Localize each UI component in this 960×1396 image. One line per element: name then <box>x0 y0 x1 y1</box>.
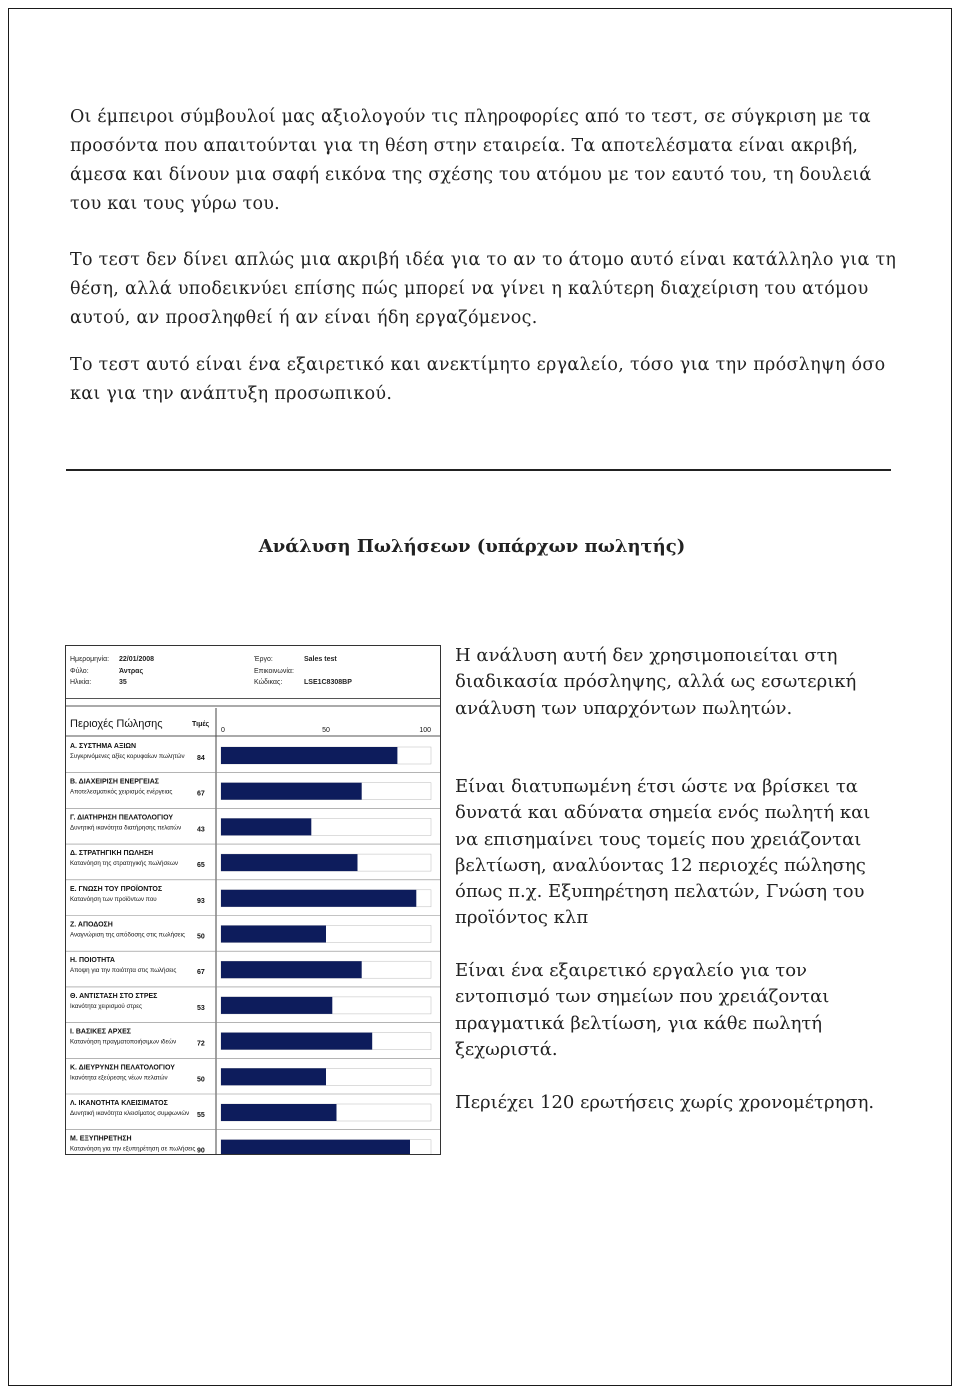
category-name: Ι. ΒΑΣΙΚΕΣ ΑΡΧΕΣ <box>70 1028 131 1036</box>
side-paragraph-4: Περιέχει 120 ερωτήσεις χωρίς χρονομέτρηση. <box>455 1092 875 1113</box>
sales-report-image <box>65 645 441 1155</box>
x-tick-label: 100 <box>419 727 431 734</box>
category-description: Συγκρινόμενες αξίες κορυφαίων πωλητών <box>70 753 185 760</box>
age-value: 35 <box>119 679 127 686</box>
category-name: Γ. ΔΙΑΤΗΡΗΣΗ ΠΕΛΑΤΟΛΟΓΙΟΥ <box>70 814 174 822</box>
category-description: Αποψη για την ποιότητα στις πωλήσεις <box>70 967 177 975</box>
bar <box>221 747 397 764</box>
category-value-label: 84 <box>197 755 205 762</box>
category-name: Β. ΔΙΑΧΕΙΡΙΣΗ ΕΝΕΡΓΕΙΑΣ <box>70 778 159 786</box>
category-value-label: 43 <box>197 826 205 834</box>
category-value-label: 72 <box>197 1040 205 1048</box>
chart-title: Περιοχές Πώλησης <box>70 718 163 730</box>
date-value: 22/01/2008 <box>119 656 155 663</box>
bar <box>221 961 362 978</box>
contact-label: Επικοινωνία: <box>254 668 294 675</box>
category-value-label: 50 <box>197 1076 205 1084</box>
category-value-label: 67 <box>197 969 205 977</box>
category-name: Η. ΠΟΙΟΤΗΤΑ <box>70 957 115 965</box>
category-value-label: 93 <box>197 897 205 905</box>
side-paragraph-2: Είναι διατυπωμένη έτσι ώστε να βρίσκει τα δυνατά και αδύνατα σημεία ενός πωλητή και να επισημαίνει τους τομείς που χρειάζονται βελτίωση, αναλύοντας 12 περιοχές πώλησης όπως π.χ. Εξυπηρέτηση πελατών, Γνώση του προϊόντος κλπ <box>455 776 871 929</box>
category-value-label: 50 <box>197 933 205 941</box>
category-name: Θ. ΑΝΤΙΣΤΑΣΗ ΣΤΟ ΣΤΡΕΣ <box>70 992 158 1000</box>
category-name: Α. ΣΥΣΤΗΜΑ ΑΞΙΩΝ <box>70 743 137 750</box>
date-label: Ημερομηνία: <box>70 656 110 663</box>
category-value-label: 90 <box>197 1147 205 1155</box>
intro-paragraph-2: Το τεστ δεν δίνει απλώς μια ακριβή ιδέα για το αν το άτομο αυτό είναι κατάλληλο για τη θέση, αλλά υποδεικνύει επίσης πώς μπορεί να γίνει η καλύτερη διαχείριση του ατόμου αυτού, αν προσληφθεί ή αν είναι ήδη εργαζόμενος. <box>70 250 897 328</box>
category-name: Λ. ΙΚΑΝΟΤΗΤΑ ΚΛΕΙΣΙΜΑΤΟΣ <box>70 1100 168 1107</box>
gender-label: Φύλο: <box>70 668 89 675</box>
category-name: Ε. ΓΝΩΣΗ ΤΟΥ ΠΡΟΪΟΝΤΟΣ <box>70 885 163 893</box>
bar <box>221 1033 372 1050</box>
sales-areas-chart <box>66 646 441 1155</box>
category-value-label: 53 <box>197 1004 205 1012</box>
bar <box>221 854 358 871</box>
category-description: Κατανόηση των προϊόντων που <box>70 895 157 903</box>
category-value-label: 67 <box>197 790 205 798</box>
category-description: Αποτελεσματικός χειρισμός ενέργειας <box>70 788 173 796</box>
code-label: Κώδικας: <box>254 679 283 686</box>
x-tick-label: 0 <box>221 727 225 734</box>
age-label: Ηλικία: <box>70 679 92 686</box>
project-label: Έργο: <box>254 656 273 663</box>
bar <box>221 1140 410 1155</box>
side-paragraph-1: Η ανάλυση αυτή δεν χρησιμοποιείται στη διαδικασία πρόσληψης, αλλά ως εσωτερική ανάλυση των υπαρχόντων πωλητών. <box>455 645 857 719</box>
intro-paragraph-3: Το τεστ αυτό είναι ένα εξαιρετικό και ανεκτίμητο εργαλείο, τόσο για την πρόσληψη όσο και για την ανάπτυξη προσωπικού. <box>70 355 886 404</box>
category-description: Κατανόηση πραγματοποιήσιμων ιδεών <box>70 1038 177 1046</box>
code-value: LSE1C8308BP <box>304 679 352 686</box>
bar <box>221 783 362 800</box>
side-paragraph-3: Είναι ένα εξαιρετικό εργαλείο για τον εντοπισμό των σημείων που χρειάζονται πραγματικά βελτίωση, για κάθε πωλητή ξεχωριστά. <box>455 960 830 1060</box>
project-value: Sales test <box>304 656 337 663</box>
x-tick-label: 50 <box>322 727 330 734</box>
section-title: Ανάλυση Πωλήσεων (υπάρχων πωλητής) <box>258 536 686 557</box>
category-name: Κ. ΔΙΕΥΡΥΝΣΗ ΠΕΛΑΤΟΛΟΓΙΟΥ <box>70 1064 175 1072</box>
category-description: Ικανότητα χειρισμού στρες <box>70 1002 143 1010</box>
bar <box>221 1104 337 1121</box>
category-value-label: 65 <box>197 862 205 870</box>
value-column-header: Τιμές <box>192 721 210 728</box>
category-description: Ικανότητα εξεύρεσης νέων πελατών <box>70 1074 168 1082</box>
category-description: Δυνητική ικανότητα διατήρησης πελατών <box>70 824 182 832</box>
category-name: Μ. ΕΞΥΠΗΡΕΤΗΣΗ <box>70 1135 132 1143</box>
intro-paragraph-1: Οι έμπειροι σύμβουλοί μας αξιολογούν τις πληροφορίες από το τεστ, σε σύγκριση με τα προσόντα που απαιτούνται για τη θέση στην εταιρεία. Τα αποτελέσματα είναι ακριβή, άμεσα και δίνουν μια σαφή εικόνα της σχέσης του ατόμου με τον εαυτό του, τη δουλειά του και τους γύρω του. <box>70 107 872 214</box>
category-value-label: 55 <box>197 1112 205 1119</box>
bar <box>221 926 326 943</box>
bar <box>221 997 332 1014</box>
category-description: Δυνητική ικανότητα κλεισίματος συμφωνιών <box>70 1110 190 1117</box>
category-name: Δ. ΣΤΡΑΤΗΓΙΚΗ ΠΩΛΗΣΗ <box>70 850 154 858</box>
category-description: Κατανόηση της στρατηγικής πωλήσεων <box>70 860 178 868</box>
category-description: Αναγνώριση της απόδοσης στις πωλήσεις <box>70 931 185 939</box>
bar <box>221 890 416 907</box>
bar <box>221 818 311 835</box>
section-divider <box>66 469 891 471</box>
category-name: Ζ. ΑΠΟΔΟΣΗ <box>70 921 113 929</box>
category-description: Κατανόηση για την εξυπηρέτηση σε πωλήσεις <box>70 1145 196 1153</box>
gender-value: Άντρας <box>119 668 144 675</box>
bar <box>221 1068 326 1085</box>
